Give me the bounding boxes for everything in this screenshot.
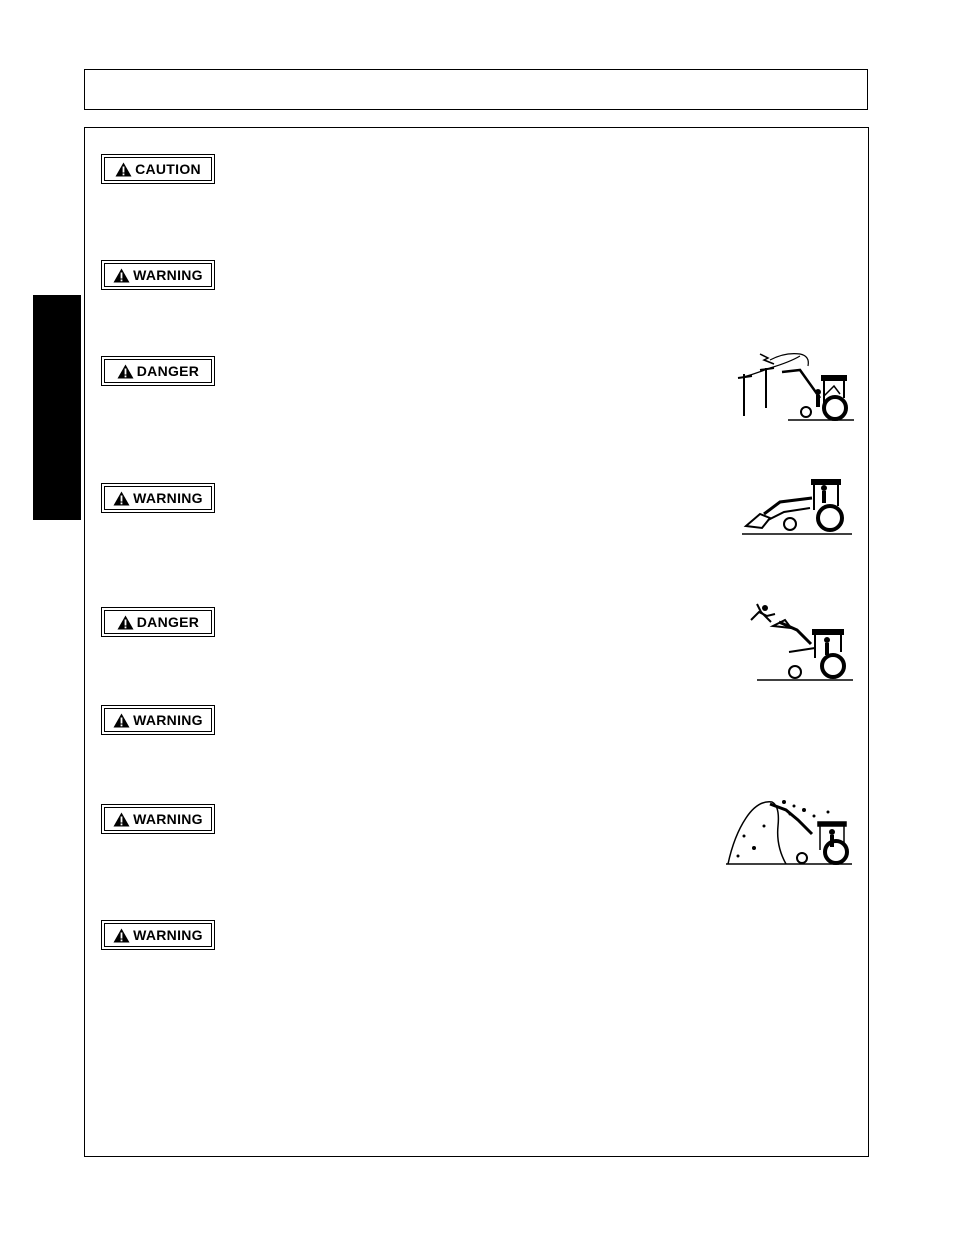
danger-signal-panel xyxy=(101,356,215,386)
warning-signal-panel xyxy=(101,483,215,513)
signal-word-label: WARNING xyxy=(133,490,203,506)
warning-signal-panel xyxy=(101,705,215,735)
warning-signal-panel xyxy=(101,804,215,834)
alert-triangle-icon xyxy=(115,162,132,177)
alert-triangle-icon xyxy=(113,928,130,943)
alert-triangle-icon xyxy=(113,812,130,827)
falling-debris-illustration xyxy=(724,796,854,868)
signal-word-label: CAUTION xyxy=(135,161,201,177)
signal-word-label: DANGER xyxy=(136,614,200,630)
alert-triangle-icon xyxy=(113,491,130,506)
alert-triangle-icon xyxy=(117,615,134,630)
warning-signal-panel xyxy=(101,920,215,950)
signal-word-label: WARNING xyxy=(133,927,203,943)
signal-word-label: WARNING xyxy=(133,712,203,728)
header-title-box xyxy=(84,69,868,110)
alert-triangle-icon xyxy=(113,713,130,728)
danger-signal-panel xyxy=(101,607,215,637)
warning-signal-panel xyxy=(101,260,215,290)
alert-triangle-icon xyxy=(113,268,130,283)
person-falling-from-bucket-illustration xyxy=(745,600,855,684)
power-line-hazard-illustration xyxy=(730,348,856,426)
alert-triangle-icon xyxy=(117,364,134,379)
signal-word-label: DANGER xyxy=(136,363,200,379)
caution-signal-panel xyxy=(101,154,215,184)
signal-word-label: WARNING xyxy=(133,267,203,283)
section-side-tab xyxy=(33,295,81,520)
raised-loader-illustration xyxy=(740,478,854,540)
signal-word-label: WARNING xyxy=(133,811,203,827)
